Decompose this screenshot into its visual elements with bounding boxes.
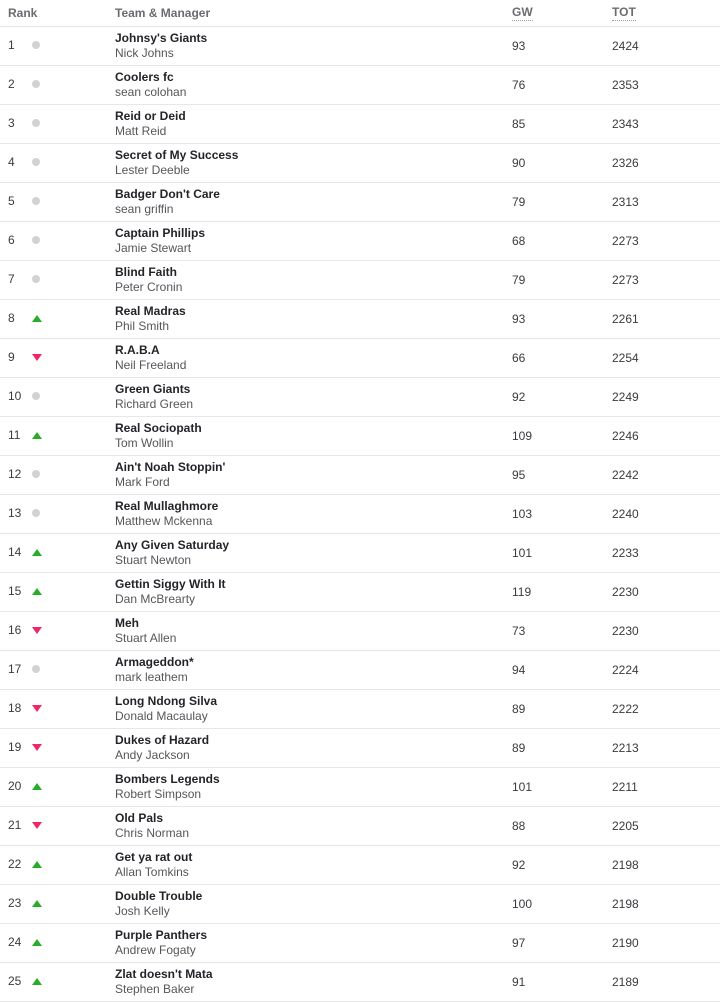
- gw-points: 97: [512, 935, 526, 950]
- movement-same-icon: [32, 119, 40, 127]
- manager-name: Andy Jackson: [115, 747, 190, 762]
- team-name[interactable]: Gettin Siggy With It: [115, 576, 226, 591]
- team-name[interactable]: Dukes of Hazard: [115, 732, 210, 747]
- team-name[interactable]: Old Pals: [115, 810, 164, 825]
- movement-same-icon: [32, 392, 40, 400]
- team-cell: [107, 806, 512, 845]
- movement-same-icon: [32, 236, 40, 244]
- movement-up-icon: [32, 432, 42, 439]
- movement-same-icon: [32, 470, 40, 478]
- total-points: 2313: [612, 194, 639, 209]
- total-points: 2198: [612, 896, 639, 911]
- gw-points: 66: [512, 350, 526, 365]
- team-name[interactable]: Coolers fc: [115, 69, 174, 84]
- team-cell: [107, 767, 512, 806]
- rank-number: 1: [8, 38, 15, 53]
- team-cell: [107, 611, 512, 650]
- gw-points: 92: [512, 389, 526, 404]
- team-name[interactable]: Bombers Legends: [115, 771, 220, 786]
- total-points: 2353: [612, 77, 639, 92]
- team-name[interactable]: R.A.B.A: [115, 342, 160, 357]
- gw-points: 89: [512, 740, 526, 755]
- manager-name: Stuart Allen: [115, 630, 177, 645]
- team-cell: [107, 650, 512, 689]
- manager-name: Stephen Baker: [115, 981, 195, 996]
- team-name[interactable]: Long Ndong Silva: [115, 693, 217, 708]
- gw-points: 119: [512, 584, 532, 599]
- movement-same-icon: [32, 665, 40, 673]
- movement-down-icon: [32, 822, 42, 829]
- team-cell: [107, 728, 512, 767]
- manager-name: Donald Macaulay: [115, 708, 208, 723]
- manager-name: Dan McBrearty: [115, 591, 196, 606]
- rank-cell: [0, 455, 107, 494]
- rank-number: 18: [8, 701, 22, 716]
- manager-name: Allan Tomkins: [115, 864, 189, 879]
- movement-same-icon: [32, 197, 40, 205]
- team-name[interactable]: Secret of My Success: [115, 147, 239, 162]
- team-cell: [107, 533, 512, 572]
- movement-up-icon: [32, 861, 42, 868]
- total-points: 2343: [612, 116, 639, 131]
- team-cell: [107, 923, 512, 962]
- team-cell: [107, 221, 512, 260]
- team-cell: [107, 494, 512, 533]
- table-row: [0, 806, 720, 845]
- rank-cell: [0, 494, 107, 533]
- manager-name: sean colohan: [115, 84, 187, 99]
- manager-name: Matthew Mckenna: [115, 513, 213, 528]
- rank-cell: [0, 221, 107, 260]
- rank-number: 2: [8, 77, 15, 92]
- team-cell: [107, 260, 512, 299]
- team-cell: [107, 182, 512, 221]
- team-name[interactable]: Zlat doesn't Mata: [115, 966, 213, 981]
- column-header-gameweek: [512, 0, 612, 26]
- table-row: [0, 455, 720, 494]
- rank-cell: [0, 416, 107, 455]
- table-row: [0, 533, 720, 572]
- total-points: 2249: [612, 389, 639, 404]
- table-row: [0, 104, 720, 143]
- manager-name: Robert Simpson: [115, 786, 202, 801]
- team-cell: [107, 572, 512, 611]
- movement-same-icon: [32, 80, 40, 88]
- total-points: 2273: [612, 233, 639, 248]
- gw-points: 76: [512, 77, 526, 92]
- rank-number: 12: [8, 467, 22, 482]
- gw-points: 100: [512, 896, 533, 911]
- rank-number: 9: [8, 350, 15, 365]
- manager-name: sean griffin: [115, 201, 174, 216]
- gw-points: 68: [512, 233, 526, 248]
- rank-cell: [0, 104, 107, 143]
- rank-cell: [0, 650, 107, 689]
- gw-points: 91: [512, 974, 526, 989]
- gameweek-abbr: GW: [512, 4, 533, 19]
- rank-number: 24: [8, 935, 22, 950]
- total-points: 2198: [612, 857, 639, 872]
- rank-cell: [0, 299, 107, 338]
- team-cell: [107, 416, 512, 455]
- rank-number: 3: [8, 116, 15, 131]
- rank-number: 7: [8, 272, 15, 287]
- gw-points: 93: [512, 311, 526, 326]
- rank-cell: [0, 572, 107, 611]
- manager-name: Chris Norman: [115, 825, 190, 840]
- rank-number: 13: [8, 506, 22, 521]
- table-row: [0, 182, 720, 221]
- movement-down-icon: [32, 627, 42, 634]
- column-header-rank: Rank: [0, 0, 107, 26]
- rank-cell: [0, 767, 107, 806]
- manager-name: Nick Johns: [115, 45, 174, 60]
- table-row: [0, 728, 720, 767]
- total-points: 2230: [612, 623, 639, 638]
- manager-name: Jamie Stewart: [115, 240, 192, 255]
- rank-cell: [0, 962, 107, 1001]
- manager-name: Tom Wollin: [115, 435, 174, 450]
- table-row: [0, 494, 720, 533]
- manager-name: Lester Deeble: [115, 162, 190, 177]
- total-points: 2261: [612, 311, 639, 326]
- movement-up-icon: [32, 900, 42, 907]
- movement-up-icon: [32, 978, 42, 985]
- movement-down-icon: [32, 744, 42, 751]
- table-header-row: [0, 0, 720, 26]
- team-cell: [107, 689, 512, 728]
- team-name[interactable]: Blind Faith: [115, 264, 177, 279]
- manager-name: Phil Smith: [115, 318, 170, 333]
- table-row: [0, 416, 720, 455]
- rank-cell: [0, 884, 107, 923]
- gw-points: 101: [512, 545, 533, 560]
- total-points: 2246: [612, 428, 639, 443]
- gw-points: 90: [512, 155, 526, 170]
- team-name[interactable]: Ain't Noah Stoppin': [115, 459, 226, 474]
- movement-down-icon: [32, 354, 42, 361]
- team-name[interactable]: Double Trouble: [115, 888, 203, 903]
- rank-number: 5: [8, 194, 15, 209]
- movement-same-icon: [32, 275, 40, 283]
- table-row: [0, 650, 720, 689]
- team-cell: [107, 338, 512, 377]
- team-name[interactable]: Real Madras: [115, 303, 186, 318]
- movement-down-icon: [32, 705, 42, 712]
- table-row: [0, 338, 720, 377]
- team-cell: [107, 455, 512, 494]
- gw-points: 93: [512, 38, 526, 53]
- gw-points: 95: [512, 467, 526, 482]
- rank-number: 21: [8, 818, 22, 833]
- rank-cell: [0, 728, 107, 767]
- team-name[interactable]: Purple Panthers: [115, 927, 208, 942]
- total-points: 2242: [612, 467, 639, 482]
- manager-name: Andrew Fogaty: [115, 942, 196, 957]
- table-row: [0, 845, 720, 884]
- table-row: [0, 299, 720, 338]
- total-points: 2222: [612, 701, 639, 716]
- rank-cell: [0, 533, 107, 572]
- team-name[interactable]: Meh: [115, 615, 139, 630]
- manager-name: Josh Kelly: [115, 903, 170, 918]
- team-name[interactable]: Get ya rat out: [115, 849, 193, 864]
- rank-number: 16: [8, 623, 22, 638]
- column-header-team-manager: Team & Manager: [107, 0, 512, 26]
- movement-up-icon: [32, 939, 42, 946]
- total-points: 2189: [612, 974, 639, 989]
- total-points: 2224: [612, 662, 639, 677]
- rank-cell: [0, 923, 107, 962]
- rank-cell: [0, 377, 107, 416]
- rank-number: 15: [8, 584, 22, 599]
- table-row: [0, 767, 720, 806]
- movement-up-icon: [32, 783, 42, 790]
- gw-points: 79: [512, 194, 526, 209]
- movement-up-icon: [32, 549, 42, 556]
- rank-number: 6: [8, 233, 15, 248]
- total-points: 2230: [612, 584, 639, 599]
- table-row: [0, 572, 720, 611]
- table-row: [0, 26, 720, 65]
- total-points: 2233: [612, 545, 639, 560]
- total-points: 2424: [612, 38, 639, 53]
- gw-points: 103: [512, 506, 533, 521]
- team-name[interactable]: Real Mullaghmore: [115, 498, 219, 513]
- table-row: [0, 65, 720, 104]
- manager-name: Peter Cronin: [115, 279, 183, 294]
- manager-name: Richard Green: [115, 396, 194, 411]
- total-abbr: TOT: [612, 4, 636, 19]
- table-row: [0, 377, 720, 416]
- team-cell: [107, 143, 512, 182]
- table-row: [0, 611, 720, 650]
- team-cell: [107, 962, 512, 1001]
- table-row: [0, 923, 720, 962]
- team-name[interactable]: Johnsy's Giants: [115, 30, 208, 45]
- team-cell: [107, 104, 512, 143]
- movement-up-icon: [32, 315, 42, 322]
- total-points: 2213: [612, 740, 639, 755]
- rank-number: 8: [8, 311, 15, 326]
- team-name[interactable]: Real Sociopath: [115, 420, 202, 435]
- team-name[interactable]: Any Given Saturday: [115, 537, 230, 552]
- column-header-total: [612, 0, 720, 26]
- manager-name: mark leathem: [115, 669, 188, 684]
- total-points: 2326: [612, 155, 639, 170]
- team-cell: [107, 65, 512, 104]
- rank-cell: [0, 182, 107, 221]
- rank-cell: [0, 260, 107, 299]
- gw-points: 89: [512, 701, 526, 716]
- rank-cell: [0, 806, 107, 845]
- movement-same-icon: [32, 158, 40, 166]
- total-points: 2190: [612, 935, 639, 950]
- gw-points: 94: [512, 662, 526, 677]
- total-points: 2205: [612, 818, 639, 833]
- rank-number: 25: [8, 974, 22, 989]
- manager-name: Neil Freeland: [115, 357, 187, 372]
- rank-number: 17: [8, 662, 22, 677]
- total-points: 2254: [612, 350, 639, 365]
- table-row: [0, 689, 720, 728]
- rank-cell: [0, 143, 107, 182]
- gw-points: 109: [512, 428, 533, 443]
- team-cell: [107, 26, 512, 65]
- rank-cell: [0, 689, 107, 728]
- movement-same-icon: [32, 41, 40, 49]
- table-row: [0, 221, 720, 260]
- table-row: [0, 884, 720, 923]
- gw-points: 85: [512, 116, 526, 131]
- gw-points: 88: [512, 818, 526, 833]
- table-row: [0, 143, 720, 182]
- gw-points: 92: [512, 857, 526, 872]
- table-row: [0, 962, 720, 1001]
- gw-points: 101: [512, 779, 533, 794]
- total-points: 2240: [612, 506, 639, 521]
- team-name[interactable]: Badger Don't Care: [115, 186, 220, 201]
- team-cell: [107, 299, 512, 338]
- team-name[interactable]: Captain Phillips: [115, 225, 206, 240]
- team-name[interactable]: Armageddon*: [115, 654, 194, 669]
- rank-cell: [0, 611, 107, 650]
- rank-cell: [0, 845, 107, 884]
- rank-number: 22: [8, 857, 22, 872]
- rank-number: 19: [8, 740, 22, 755]
- rank-number: 11: [8, 428, 21, 443]
- rank-number: 14: [8, 545, 22, 560]
- total-points: 2211: [612, 779, 638, 794]
- manager-name: Mark Ford: [115, 474, 170, 489]
- manager-name: Matt Reid: [115, 123, 167, 138]
- movement-up-icon: [32, 588, 42, 595]
- rank-number: 20: [8, 779, 22, 794]
- rank-number: 10: [8, 389, 22, 404]
- table-row: [0, 260, 720, 299]
- rank-cell: [0, 338, 107, 377]
- rank-number: 4: [8, 155, 15, 170]
- team-name[interactable]: Reid or Deid: [115, 108, 186, 123]
- movement-same-icon: [32, 509, 40, 517]
- gw-points: 79: [512, 272, 526, 287]
- rank-number: 23: [8, 896, 22, 911]
- team-cell: [107, 884, 512, 923]
- team-cell: [107, 845, 512, 884]
- team-name[interactable]: Green Giants: [115, 381, 191, 396]
- rank-cell: [0, 26, 107, 65]
- manager-name: Stuart Newton: [115, 552, 192, 567]
- gw-points: 73: [512, 623, 526, 638]
- team-cell: [107, 377, 512, 416]
- total-points: 2273: [612, 272, 639, 287]
- rank-cell: [0, 65, 107, 104]
